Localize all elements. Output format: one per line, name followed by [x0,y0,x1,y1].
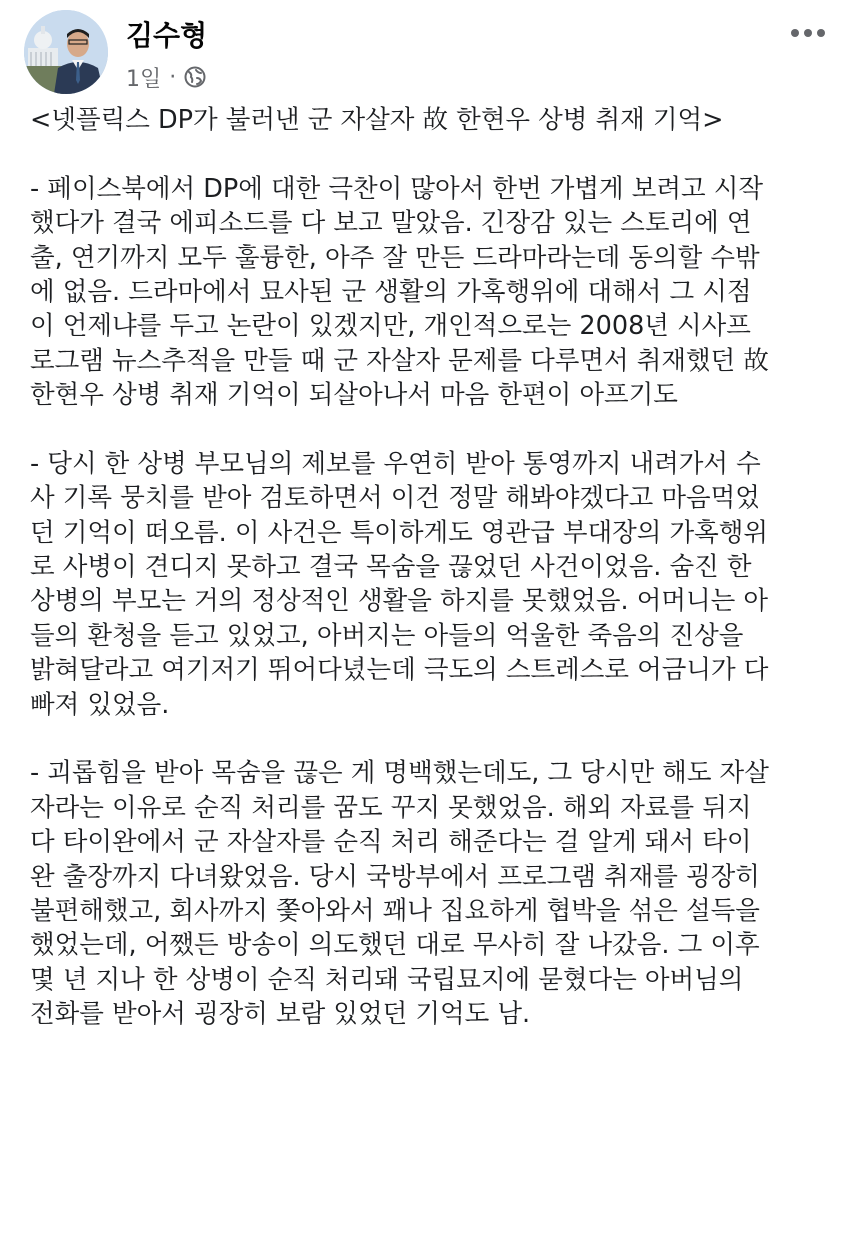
post-text-line: 상병의 부모는 거의 정상적인 생활을 하지를 못했었음. 어머니는 아 [30,586,769,617]
post-text-line: 한현우 상병 취재 기억이 되살아나서 마음 한편이 아프기도 [30,380,678,411]
post-text-line: 로그램 뉴스추적을 만들 때 군 자살자 문제를 다루면서 취재했던 故 [30,345,769,376]
profile-photo-icon[interactable] [24,10,108,94]
post-text-line: - 페이스북에서 DP에 대한 극찬이 많아서 한번 가볍게 보려고 시작 [30,173,763,204]
post-header [22,8,828,98]
post-text-line: 사 기록 뭉치를 받아 검토하면서 이건 정말 해봐야겠다고 마음먹었 [30,483,760,514]
post-text-line: 에 없음. 드라마에서 묘사된 군 생활의 가혹행위에 대해서 그 시점 [30,276,752,307]
post-text-line: - 당시 한 상병 부모님의 제보를 우연히 받아 통영까지 내려가서 수 [30,448,761,479]
post-meta [126,62,206,92]
paragraph-gap [30,137,830,171]
post-text-line: 완 출장까지 다녀왔었음. 당시 국방부에서 프로그램 취재를 굉장히 [30,861,760,892]
post-text-line: 빠져 있었음. [30,689,170,720]
post-text-line: 던 기억이 떠오름. 이 사건은 특이하게도 영관급 부대장의 가혹행위 [30,517,769,548]
post-text-line: 했다가 결국 에피소드를 다 보고 말았음. 긴장감 있는 스토리에 연 [30,208,752,239]
post-text-line: 출, 연기까지 모두 훌륭한, 아주 잘 만든 드라마라는데 동의할 수밖 [30,242,760,273]
post-text-line: 들의 환청을 듣고 있었고, 아버지는 아들의 억울한 죽음의 진상을 [30,620,744,651]
post-text-line: 다 타이완에서 군 자살자를 순직 처리 해준다는 걸 알게 돼서 타이 [30,827,752,858]
paragraph-gap [30,722,830,756]
post-text-line: - 괴롭힘을 받아 목숨을 끊은 게 명백했는데도, 그 당시만 해도 자살 [30,758,769,789]
post-body [30,103,830,1032]
post-text-line: 전화를 받아서 굉장히 보람 있었던 기억도 남. [30,999,531,1030]
post-text-line: 몇 년 지나 한 상병이 순직 처리돼 국립묘지에 묻혔다는 아버님의 [30,964,744,995]
post-text-line: 자라는 이유로 순직 처리를 꿈도 꾸지 못했었음. 해외 자료를 뒤지 [30,792,752,823]
post-text-line: 이 언제냐를 두고 논란이 있겠지만, 개인적으로는 2008년 시사프 [30,311,751,342]
post-text-line: 불편해했고, 회사까지 쫓아와서 꽤나 집요하게 협박을 섞은 설득을 [30,895,760,926]
more-options-icon[interactable] [788,18,828,48]
globe-icon[interactable] [184,66,206,88]
post-text-line: 로 사병이 견디지 못하고 결국 목숨을 끊었던 사건이었음. 숨진 한 [30,552,752,583]
post-text-line: 했었는데, 어쨌든 방송이 의도했던 대로 무사히 잘 나갔음. 그 이후 [30,930,760,961]
meta-separator: · [169,64,177,90]
post-title: <넷플릭스 DP가 불러낸 군 자살자 故 한현우 상병 취재 기억> [30,105,724,135]
post-text-line: 밝혀달라고 여기저기 뛰어다녔는데 극도의 스트레스로 어금니가 다 [30,655,769,686]
paragraph-gap [30,413,830,447]
post-time[interactable]: 1일 [126,66,162,92]
author-name[interactable]: 김수형 [126,19,208,52]
